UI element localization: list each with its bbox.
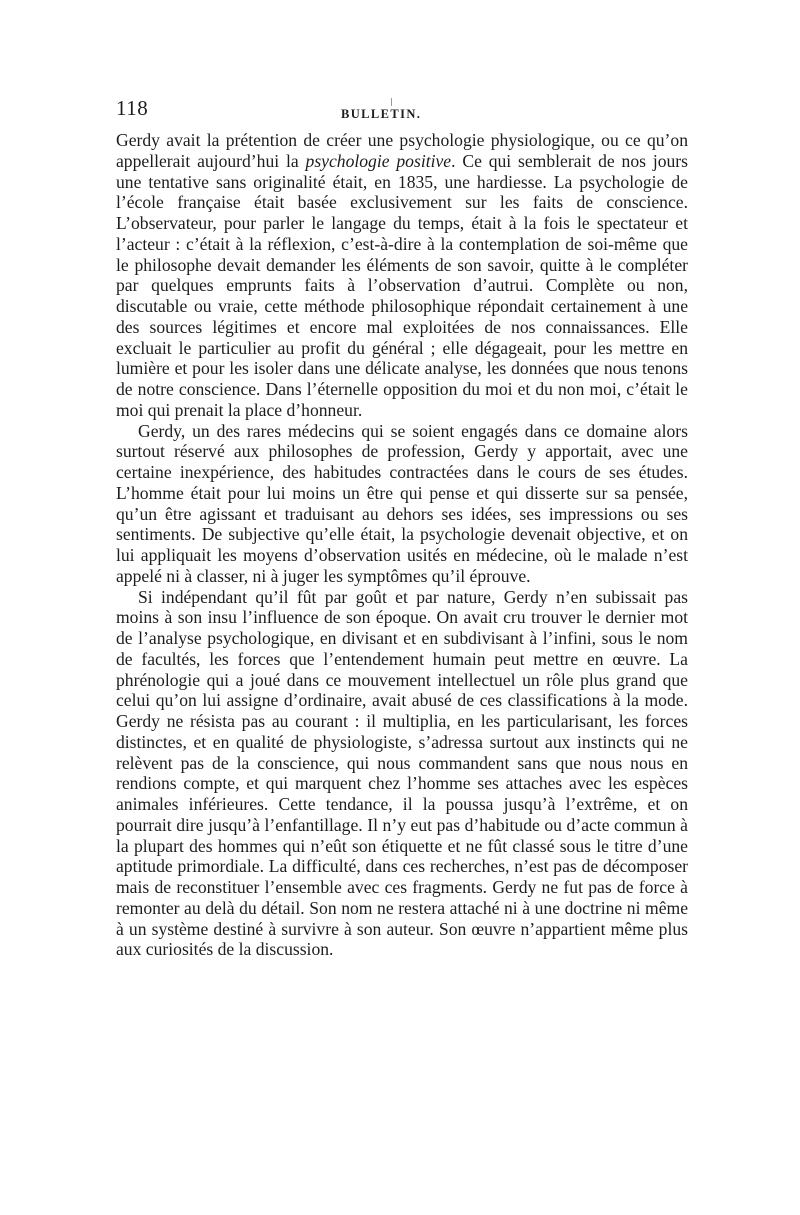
page-header bbox=[116, 96, 688, 130]
book-page bbox=[116, 96, 688, 960]
body-text bbox=[116, 130, 688, 960]
paragraph-1-text-start: Gerdy avait la prétention de créer une psychologie physiologique, ou ce qu’on appellerait aujourd’hui la bbox=[116, 130, 688, 171]
print-mark bbox=[391, 98, 392, 106]
paragraph-1-text-end: . Ce qui semblerait de nos jours une tentative sans originalité était, en 1835, une hardiesse. La psychologie de l’école française était basée exclusivement sur les faits de conscience. L’observateur, pour parler le langage du temps, était à la fois le spectateur et l’acteur : c’était à la réflexion, c’est-à-dire à la contemplation de soi-même que le philosophe devait demander les éléments de son savoir, quitte à le compléter par quelques emprunts faits à l’observation d’autrui. Complète ou non, discutable ou vraie, cette méthode philosophique répondait certainement à une des sources légitimes et encore mal exploitées de nos connaissances. Elle excluait le particulier au profit du général ; elle dégageait, pour les mettre en lumière et pour les isoler dans une délicate analyse, les données que nous tenons de notre conscience. Dans l’éternelle opposition du moi et du non moi, c’était le moi qui prenait la place d’honneur. bbox=[116, 150, 689, 420]
paragraph-1 bbox=[116, 130, 688, 421]
running-head: BULLETIN. bbox=[341, 107, 422, 121]
paragraph-2: Gerdy, un des rares médecins qui se soient engagés dans ce domaine alors surtout réservé aux philosophes de profession, Gerdy y apportait, avec une certaine inexpérience, des habitudes contractées dans le cours de ses études. L’homme était pour lui moins un être qui pense et qui disserte sur sa pensée, qu’un être agissant et traduisant au dehors ses idées, ses impressions ou ses sentiments. De subjective qu’elle était, la psychologie devenait objective, et on lui appliquait les moyens d’observation usités en médecine, où le malade n’est appelé ni à classer, ni à juger les symptômes qu’il éprouve. bbox=[116, 420, 688, 586]
paragraph-3: Si indépendant qu’il fût par goût et par nature, Gerdy n’en subissait pas moins à son insu l’influence de son époque. On avait cru trouver le dernier mot de l’analyse psychologique, en divisant et en subdivisant à l’infini, sous le nom de facultés, les forces que l’entendement humain peut mettre en œuvre. La phrénologie qui a joué dans ce mouvement intellectuel un rôle plus grand que celui qu’on lui assigne d’ordinaire, avait abusé de ces classifications à la mode. Gerdy ne résista pas au courant : il multiplia, en les particularisant, les forces distinctes, et en qualité de physiologiste, s’adressa surtout aux instincts qui ne relèvent pas de la conscience, qui nous commandent sans que nous nous en rendions compte, et qui marquent chez l’homme ses attaches avec les espèces animales inférieures. Cette tendance, il la poussa jusqu’à l’extrême, et on pourrait dire jusqu’à l’enfantillage. Il n’y eut pas d’habitude ou d’acte commun à la plupart des hommes qui n’eût son étiquette et ne fût classé sous le titre d’une aptitude primordiale. La difficulté, dans ces recherches, n’est pas de décomposer mais de reconstituer l’ensemble avec ces fragments. Gerdy ne fut pas de force à remonter au delà du détail. Son nom ne restera attaché ni à une doctrine ni même à un système destiné à survivre à son auteur. Son œuvre n’appartient même plus aux curiosités de la discussion. bbox=[116, 586, 688, 960]
page-number: 118 bbox=[116, 96, 149, 120]
paragraph-1-emphasis: psychologie positive bbox=[305, 150, 452, 171]
